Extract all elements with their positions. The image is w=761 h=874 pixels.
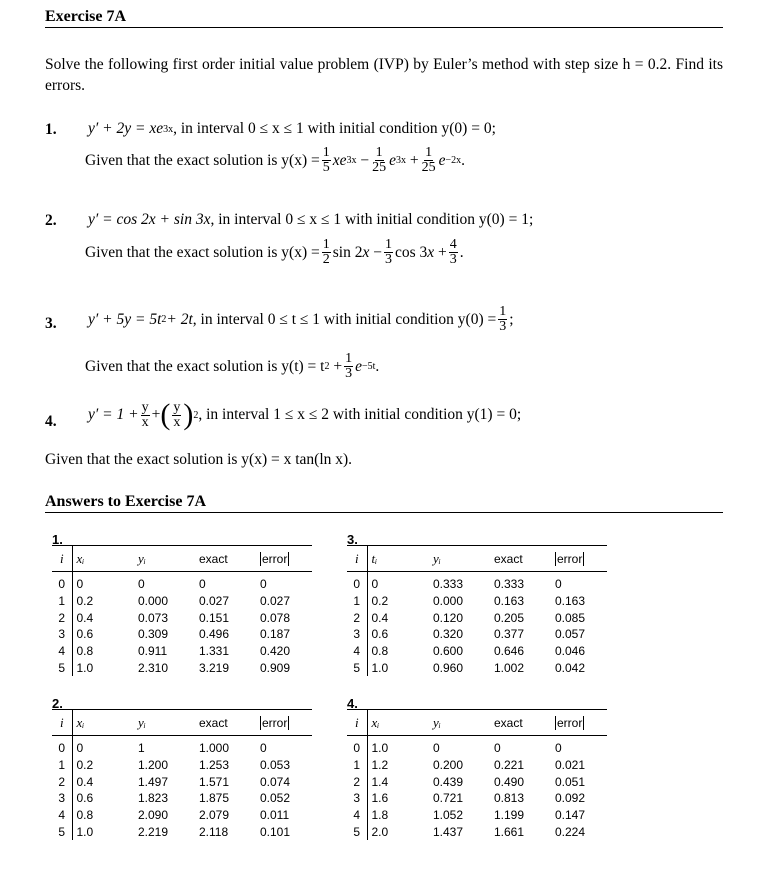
table-cell: 0.000 xyxy=(433,593,464,608)
table-cell: 0 xyxy=(347,572,367,593)
table-cell: 0.092 xyxy=(555,791,586,806)
table-cell: 0.053 xyxy=(260,757,291,772)
table-row xyxy=(347,773,607,790)
table-cell: 0 xyxy=(52,736,72,757)
table-header-cell xyxy=(72,710,134,736)
table-cell: 0 xyxy=(371,577,379,592)
table-cell: 0.911 xyxy=(138,644,168,659)
table-3-label: 3. xyxy=(347,532,358,547)
table-cell: 0.163 xyxy=(494,593,525,608)
table-row xyxy=(347,807,607,824)
problem-1-statement xyxy=(88,120,496,138)
table-header-cell xyxy=(490,710,551,736)
table-row xyxy=(52,736,312,757)
table-cell: 1 xyxy=(52,757,72,774)
header-text: tᵢ xyxy=(371,550,378,566)
table-cell: 3.219 xyxy=(199,661,230,676)
table-cell: 1.875 xyxy=(199,791,230,806)
table-cell: 5 xyxy=(52,824,72,841)
table-cell: 0.052 xyxy=(260,791,291,806)
table-cell: 0.205 xyxy=(494,610,525,625)
table-cell: 0.027 xyxy=(260,593,291,608)
table-cell: 1.199 xyxy=(494,808,525,823)
problem-4-interval: , in interval 1 ≤ x ≤ 2 with initial condition y(1) = 0; xyxy=(198,406,522,423)
table-cell: 1.253 xyxy=(199,757,230,772)
table-cell: 0.6 xyxy=(371,627,389,642)
header-text: xᵢ xyxy=(76,714,85,730)
table-cell: 0 xyxy=(555,741,562,756)
table-cell: 0.021 xyxy=(555,757,586,772)
table-cell: 0.813 xyxy=(494,791,525,806)
exercise-heading: Exercise 7A xyxy=(45,8,723,28)
problem-1-eq-sup: 3x xyxy=(163,123,174,135)
table-header-cell xyxy=(367,546,429,572)
table-cell: 5 xyxy=(347,660,367,677)
table-cell: 0.151 xyxy=(199,610,230,625)
table-cell: 1.8 xyxy=(371,808,389,823)
header-text: exact xyxy=(494,551,523,566)
table-header-cell xyxy=(367,710,429,736)
table-cell: 0 xyxy=(76,577,84,592)
table-cell: 1 xyxy=(52,593,72,610)
table-cell: 0.101 xyxy=(260,825,291,840)
header-text: error xyxy=(262,551,288,566)
header-text: yᵢ xyxy=(433,714,441,730)
table-cell: 0.2 xyxy=(76,593,94,608)
header-text: i xyxy=(59,714,64,730)
problem-3-equation: y′ + 5y = 5t xyxy=(88,310,162,328)
table-header-cell xyxy=(429,546,490,572)
table-cell: 1 xyxy=(347,757,367,774)
problem-1-number: 1. xyxy=(45,121,57,138)
problem-4-solution xyxy=(45,451,352,469)
table-cell: 0.187 xyxy=(260,627,291,642)
header-text: exact xyxy=(199,551,228,566)
table-cell: 1.437 xyxy=(433,825,464,840)
table-cell: 0.490 xyxy=(494,774,525,789)
table-cell: 0 xyxy=(347,736,367,757)
answer-table-3 xyxy=(347,545,607,676)
table-cell: 0.496 xyxy=(199,627,230,642)
table-row xyxy=(52,660,312,677)
table-row xyxy=(347,824,607,841)
table-cell: 1.0 xyxy=(371,741,389,756)
problem-2-solution: Given that the exact solution is y(x) = $\frac{1}{2}$ sin 2 x − $\frac{1}{3}$ cos 3 x + $\frac{4}{3}$ . xyxy=(85,237,464,267)
table-cell: 0 xyxy=(260,577,267,592)
problem-1-solution: Given that the exact solution is y(x) = $\frac{1}{5}$ xe 3x − $\frac{1}{25}$ e 3x + $\frac{1}{25}$ e −2x . xyxy=(85,145,466,175)
table-cell: 4 xyxy=(52,807,72,824)
table-header-cell xyxy=(551,546,607,572)
table-header-cell xyxy=(347,710,367,736)
table-cell: 0.073 xyxy=(138,610,169,625)
table-row xyxy=(52,824,312,841)
header-text: yᵢ xyxy=(138,550,146,566)
table-cell: 0.221 xyxy=(494,757,525,772)
problem-2-statement xyxy=(88,211,533,229)
table-header-row xyxy=(52,546,312,572)
header-text: error xyxy=(262,715,288,730)
table-cell: 0 xyxy=(76,741,84,756)
table-header-cell xyxy=(52,546,72,572)
header-text: i xyxy=(59,550,64,566)
table-cell: 0.027 xyxy=(199,593,230,608)
table-cell: 0 xyxy=(555,577,562,592)
table-row xyxy=(347,757,607,774)
problem-2-equation: y′ = cos 2x + sin 3x xyxy=(88,211,211,228)
table-cell: 2 xyxy=(347,773,367,790)
table-row xyxy=(52,593,312,610)
table-cell: 0 xyxy=(494,741,501,756)
table-row xyxy=(347,626,607,643)
table-cell: 0 xyxy=(199,577,206,592)
table-row xyxy=(52,643,312,660)
header-text: error xyxy=(557,551,583,566)
table-cell: 0.646 xyxy=(494,644,525,659)
table-cell: 1.571 xyxy=(199,774,230,789)
table-header-cell xyxy=(551,710,607,736)
table-cell: 0.8 xyxy=(76,644,94,659)
problem-3-solution: Given that the exact solution is y(t) = t 2 + $\frac{1}{3}$ e −5t . xyxy=(85,351,380,381)
table-cell: 0.042 xyxy=(555,661,586,676)
table-cell: 3 xyxy=(347,790,367,807)
table-cell: 0.074 xyxy=(260,774,291,789)
table-cell: 5 xyxy=(347,824,367,841)
header-text: xᵢ xyxy=(76,550,85,566)
table-cell: 1.0 xyxy=(76,661,94,676)
table-cell: 0.439 xyxy=(433,774,464,789)
table-cell: 1.200 xyxy=(138,757,169,772)
problem-3-eq-sup: 2 xyxy=(161,314,167,325)
problem-3-given: Given that the exact solution is y(t) = t xyxy=(85,357,325,375)
intro-paragraph: Solve the following first order initial value problem (IVP) by Euler’s method with step size h = 0.2. Find its errors. xyxy=(45,56,723,94)
table-cell: 0.909 xyxy=(260,661,291,676)
problem-2-interval: , in interval 0 ≤ x ≤ 1 with initial condition y(0) = 1; xyxy=(210,211,534,228)
table-row xyxy=(52,609,312,626)
table-cell: 3 xyxy=(52,626,72,643)
table-cell: 1.2 xyxy=(371,757,389,772)
table-cell: 2.090 xyxy=(138,808,169,823)
table-cell: 0 xyxy=(260,741,267,756)
problem-3-equation-tail: + 2t xyxy=(166,310,193,328)
table-row xyxy=(52,757,312,774)
table-header-cell xyxy=(256,546,312,572)
table-cell: 1.497 xyxy=(138,774,169,789)
problem-4-given: Given that the exact solution is y(x) = x tan(ln x). xyxy=(45,451,353,468)
table-cell: 0.6 xyxy=(76,627,94,642)
table-cell: 1.002 xyxy=(494,661,525,676)
problem-4-equation: y′ = 1 + xyxy=(88,406,139,423)
table-cell: 2.310 xyxy=(138,661,169,676)
table-cell: 1.052 xyxy=(433,808,464,823)
table-cell: 1.0 xyxy=(76,825,94,840)
table-cell: 0.120 xyxy=(433,610,464,625)
table-row xyxy=(52,773,312,790)
problem-2-number: 2. xyxy=(45,212,57,229)
table-cell: 2.118 xyxy=(199,825,229,840)
header-text: error xyxy=(557,715,583,730)
table-row xyxy=(52,807,312,824)
problem-1-interval: , in interval 0 ≤ x ≤ 1 with initial condition y(0) = 0; xyxy=(173,120,496,137)
header-text: xᵢ xyxy=(371,714,380,730)
table-cell: 4 xyxy=(52,643,72,660)
table-cell: 0.085 xyxy=(555,610,586,625)
table-cell: 0 xyxy=(433,741,440,756)
table-cell: 0.309 xyxy=(138,627,169,642)
problem-4-number: 4. xyxy=(45,413,57,430)
table-cell: 0.000 xyxy=(138,593,169,608)
table-cell: 0.8 xyxy=(76,808,94,823)
table-header-cell xyxy=(134,710,195,736)
table-cell: 2.079 xyxy=(199,808,230,823)
table-row xyxy=(347,609,607,626)
header-text: yᵢ xyxy=(433,550,441,566)
table-cell: 1 xyxy=(138,741,145,756)
table-cell: 0.6 xyxy=(76,791,94,806)
table-header-row xyxy=(52,710,312,736)
table-row xyxy=(347,593,607,610)
table-cell: 1.823 xyxy=(138,791,169,806)
table-header-cell xyxy=(347,546,367,572)
table-cell: 1.4 xyxy=(371,774,389,789)
table-4-label: 4. xyxy=(347,696,358,711)
table-cell: 0.600 xyxy=(433,644,464,659)
problem-1-given: Given that the exact solution is y(x) = xyxy=(85,151,320,169)
table-header-cell xyxy=(52,710,72,736)
table-header-row xyxy=(347,546,607,572)
table-cell: 0.4 xyxy=(76,610,94,625)
table-header-cell xyxy=(195,710,256,736)
table-cell: 0.011 xyxy=(260,808,290,823)
table-row xyxy=(52,572,312,593)
table-cell: 0.057 xyxy=(555,627,586,642)
table-cell: 0.046 xyxy=(555,644,586,659)
table-header-cell xyxy=(134,546,195,572)
table-cell: 0.420 xyxy=(260,644,291,659)
table-cell: 0.051 xyxy=(555,774,586,789)
problem-1-equation: y′ + 2y = xe xyxy=(88,120,164,137)
table-cell: 0.333 xyxy=(494,577,525,592)
header-text: i xyxy=(354,714,359,730)
table-header-cell xyxy=(195,546,256,572)
table-row xyxy=(347,790,607,807)
table-header-row xyxy=(347,710,607,736)
table-cell: 1.0 xyxy=(371,661,389,676)
table-cell: 0.4 xyxy=(76,774,94,789)
header-text: yᵢ xyxy=(138,714,146,730)
answers-heading: Answers to Exercise 7A xyxy=(45,493,723,513)
table-2-label: 2. xyxy=(52,696,63,711)
answer-table-4 xyxy=(347,709,607,840)
table-row xyxy=(347,736,607,757)
table-cell: 0.224 xyxy=(555,825,586,840)
table-row xyxy=(52,626,312,643)
table-cell: 2.0 xyxy=(371,825,389,840)
answer-table-1 xyxy=(52,545,312,676)
problem-3-statement: y′ + 5y = 5t 2 + 2t , in interval 0 ≤ t ≤ 1 with initial condition y(0) = $\frac{1}{3}$ ; xyxy=(88,304,514,334)
table-row xyxy=(52,790,312,807)
header-text: exact xyxy=(199,715,228,730)
table-header-cell xyxy=(490,546,551,572)
table-header-cell xyxy=(429,710,490,736)
header-text: exact xyxy=(494,715,523,730)
table-cell: 0.163 xyxy=(555,593,586,608)
table-cell: 0.320 xyxy=(433,627,464,642)
table-cell: 3 xyxy=(52,790,72,807)
table-cell: 3 xyxy=(347,626,367,643)
table-cell: 1.661 xyxy=(494,825,525,840)
table-cell: 2 xyxy=(52,609,72,626)
table-header-cell xyxy=(256,710,312,736)
table-cell: 4 xyxy=(347,643,367,660)
problem-2-given: Given that the exact solution is y(x) = xyxy=(85,243,320,261)
table-cell: 1.6 xyxy=(371,791,389,806)
table-1-label: 1. xyxy=(52,532,63,547)
table-row xyxy=(347,643,607,660)
problem-3-interval: , in interval 0 ≤ t ≤ 1 with initial condition y(0) = xyxy=(192,310,497,328)
table-cell: 0.4 xyxy=(371,610,389,625)
table-cell: 0.960 xyxy=(433,661,464,676)
table-cell: 4 xyxy=(347,807,367,824)
table-cell: 0 xyxy=(52,572,72,593)
answer-table-2 xyxy=(52,709,312,840)
table-cell: 0.333 xyxy=(433,577,464,592)
problem-3-number: 3. xyxy=(45,315,57,332)
table-row xyxy=(347,572,607,593)
table-cell: 2.219 xyxy=(138,825,169,840)
header-text: i xyxy=(354,550,359,566)
table-cell: 0.2 xyxy=(76,757,94,772)
problem-4-statement: y′ = 1 + $\frac{y}{x}$ + ( $\frac{y}{x}$ ) 2 , in interval 1 ≤ x ≤ 2 with initial condition y(1) = 0; xyxy=(88,398,522,431)
table-cell: 0.721 xyxy=(433,791,464,806)
table-cell: 2 xyxy=(52,773,72,790)
table-cell: 0.078 xyxy=(260,610,291,625)
table-cell: 1.331 xyxy=(199,644,230,659)
table-cell: 1 xyxy=(347,593,367,610)
table-cell: 0.2 xyxy=(371,593,389,608)
table-row xyxy=(347,660,607,677)
table-cell: 2 xyxy=(347,609,367,626)
table-cell: 0.147 xyxy=(555,808,586,823)
table-cell: 0.200 xyxy=(433,757,464,772)
table-cell: 0.377 xyxy=(494,627,525,642)
table-cell: 0 xyxy=(138,577,145,592)
table-cell: 5 xyxy=(52,660,72,677)
table-header-cell xyxy=(72,546,134,572)
table-cell: 0.8 xyxy=(371,644,389,659)
table-cell: 1.000 xyxy=(199,741,230,756)
